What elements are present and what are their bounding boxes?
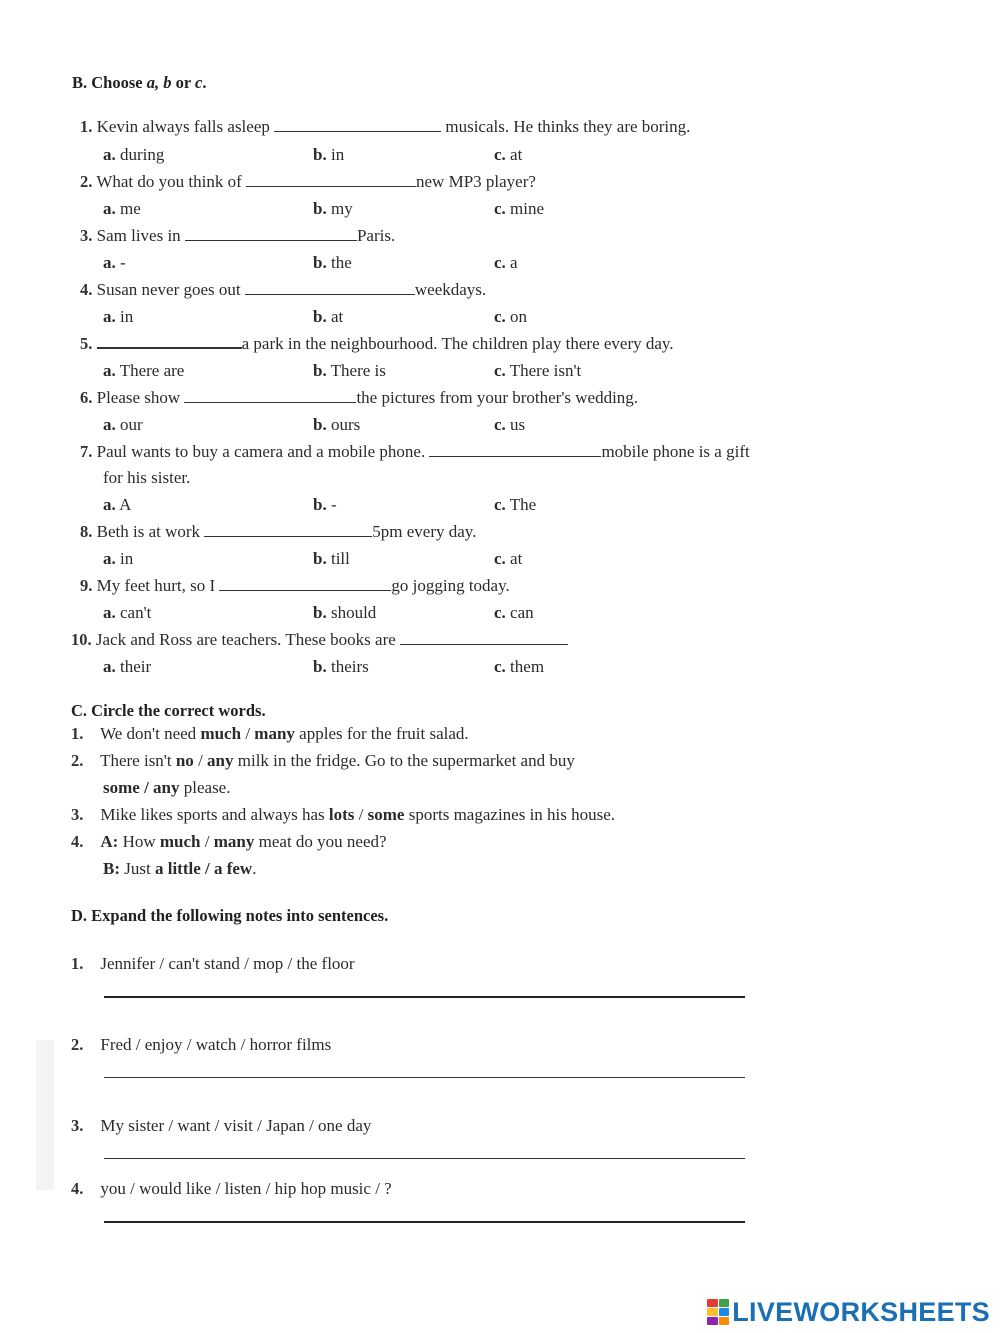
option-c[interactable]: c. at: [494, 549, 523, 568]
option-b[interactable]: b. should: [313, 603, 377, 622]
choice-word[interactable]: a little / a few: [154, 859, 253, 878]
option-c[interactable]: c. us: [494, 415, 526, 434]
answer-blank[interactable]: [185, 240, 357, 241]
section-b-heading: B. Choose a, b or c.: [72, 73, 207, 92]
section-c-heading: C. Circle the correct words.: [71, 701, 266, 720]
option-a[interactable]: a. me: [103, 199, 141, 218]
logo-text: LIVEWORKSHEETS: [732, 1296, 990, 1327]
option-b[interactable]: b. There is: [313, 361, 386, 380]
option-b[interactable]: b. my: [313, 199, 353, 218]
question-6: 6. Please show the pictures from your brother's wedding.: [80, 388, 639, 407]
option-c[interactable]: c. can: [494, 603, 534, 622]
option-a[interactable]: a. during: [103, 145, 165, 164]
choice-word[interactable]: many: [213, 832, 255, 851]
section-d-heading: D. Expand the following notes into sentences.: [71, 906, 389, 925]
answer-blank[interactable]: [400, 644, 568, 645]
option-a[interactable]: a. There are: [103, 361, 185, 380]
option-b[interactable]: b. ours: [313, 415, 361, 434]
choice-word[interactable]: many: [254, 724, 295, 743]
question-1: 1. Kevin always falls asleep musicals. He thinks they are boring.: [80, 117, 691, 136]
answer-blank[interactable]: [245, 294, 415, 295]
expand-question-4: 4. you / would like / listen / hip hop music / ?: [71, 1179, 392, 1198]
choice-word[interactable]: much: [200, 724, 242, 743]
option-b[interactable]: b. theirs: [313, 657, 369, 676]
option-a[interactable]: a. can't: [103, 603, 152, 622]
answer-blank[interactable]: [246, 186, 416, 187]
option-c[interactable]: c. at: [494, 145, 523, 164]
question-3: 3. Sam lives in Paris.: [80, 226, 396, 245]
answer-line-1[interactable]: [104, 996, 745, 998]
circle-question-2-line2: some / any please.: [103, 778, 231, 797]
expand-question-2: 2. Fred / enjoy / watch / horror films: [71, 1035, 332, 1054]
expand-question-3: 3. My sister / want / visit / Japan / one day: [71, 1116, 372, 1135]
question-10: 10. Jack and Ross are teachers. These books are: [71, 631, 568, 649]
choice-word[interactable]: some: [367, 805, 405, 824]
question-2: 2. What do you think of new MP3 player?: [80, 172, 536, 191]
answer-blank[interactable]: [274, 131, 441, 132]
option-c[interactable]: c. a: [494, 253, 518, 272]
scan-shade: [36, 1040, 54, 1190]
option-a[interactable]: a. their: [103, 657, 152, 676]
circle-question-4-line2: B: Just a little / a few.: [103, 859, 257, 878]
option-a[interactable]: a. A: [103, 495, 132, 514]
choice-word[interactable]: no: [175, 751, 194, 770]
answer-line-2[interactable]: [104, 1077, 745, 1078]
option-b[interactable]: b. the: [313, 253, 352, 272]
answer-blank[interactable]: [184, 402, 356, 403]
answer-blank[interactable]: [429, 456, 601, 457]
circle-question-4: 4. A: How much / many meat do you need?: [71, 832, 387, 851]
choice-word[interactable]: lots: [328, 805, 355, 824]
choice-word[interactable]: any: [207, 751, 234, 770]
answer-blank[interactable]: [204, 536, 372, 537]
option-a[interactable]: a. in: [103, 307, 134, 326]
option-a[interactable]: a. in: [103, 549, 134, 568]
option-a[interactable]: a. -: [103, 253, 126, 272]
circle-question-3: 3. Mike likes sports and always has lots / some sports magazines in his house.: [71, 805, 616, 824]
answer-line-3[interactable]: [104, 1158, 745, 1159]
option-c[interactable]: c. on: [494, 307, 528, 326]
option-b[interactable]: b. -: [313, 495, 337, 514]
option-a[interactable]: a. our: [103, 415, 143, 434]
question-4: 4. Susan never goes out weekdays.: [80, 280, 487, 299]
question-7-continuation: for his sister.: [103, 468, 191, 487]
question-7: 7. Paul wants to buy a camera and a mobile phone. mobile phone is a gift: [80, 442, 750, 461]
expand-question-1: 1. Jennifer / can't stand / mop / the floor: [71, 954, 355, 973]
choice-word[interactable]: some / any: [103, 778, 180, 797]
circle-question-1: 1. We don't need much / many apples for the fruit salad.: [71, 724, 469, 743]
logo-icon: [707, 1299, 729, 1325]
option-c[interactable]: c. There isn't: [494, 361, 582, 380]
option-b[interactable]: b. till: [313, 549, 350, 568]
option-c[interactable]: c. mine: [494, 199, 545, 218]
answer-line-4[interactable]: [104, 1221, 745, 1223]
question-9: 9. My feet hurt, so I go jogging today.: [80, 576, 510, 595]
answer-blank[interactable]: [97, 347, 242, 349]
question-5: 5. a park in the neighbourhood. The children play there every day.: [80, 334, 674, 353]
option-b[interactable]: b. at: [313, 307, 344, 326]
option-c[interactable]: c. them: [494, 657, 545, 676]
choice-word[interactable]: much: [159, 832, 201, 851]
question-8: 8. Beth is at work 5pm every day.: [80, 522, 477, 541]
answer-blank[interactable]: [219, 590, 391, 591]
option-c[interactable]: c. The: [494, 495, 537, 514]
circle-question-2: 2. There isn't no / any milk in the fridge. Go to the supermarket and buy: [71, 751, 575, 770]
liveworksheets-logo[interactable]: [707, 1297, 990, 1327]
option-b[interactable]: b. in: [313, 145, 345, 164]
